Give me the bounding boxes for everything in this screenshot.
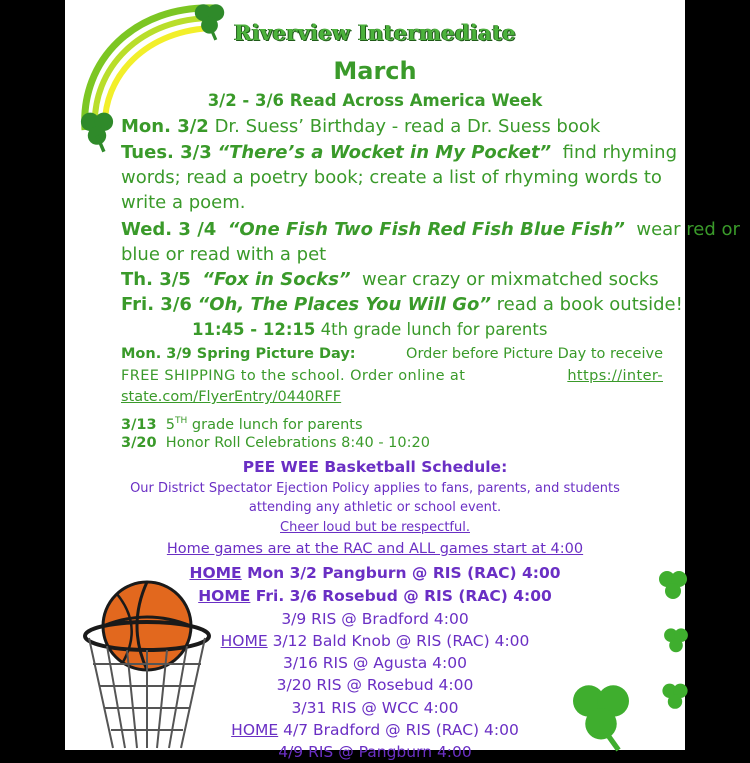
order-link-continued[interactable]: state.com/FlyerEntry/0440RFF: [121, 389, 342, 405]
school-title: Riverview Intermediate: [234, 20, 516, 45]
event-tue-3-3-line3: write a poem.: [121, 192, 246, 213]
event-thu-3-5: Th. 3/5 “Fox in Socks” wear crazy or mixmatched socks: [121, 269, 659, 290]
schedule-game-5: 3/16 RIS @ Agusta 4:00: [283, 654, 467, 672]
event-wed-3-4: Wed. 3 /4 “One Fish Two Fish Red Fish Blue Fish” wear red or: [121, 219, 740, 240]
shamrock-icon: [657, 678, 693, 718]
month-title: March: [333, 57, 417, 85]
schedule-game-2: HOME Fri. 3/6 Rosebud @ RIS (RAC) 4:00: [198, 587, 552, 605]
event-parent-lunch: 11:45 - 12:15 4th grade lunch for parents: [192, 320, 548, 339]
shamrock-icon: [73, 108, 121, 154]
event-3-13: 3/13 5TH grade lunch for parents: [121, 416, 363, 433]
schedule-game-3: 3/9 RIS @ Bradford 4:00: [281, 610, 469, 628]
event-picture-day-line2: FREE SHIPPING to the school. Order online at https://inter-: [121, 368, 663, 384]
event-wed-3-4-line2: blue or read with a pet: [121, 244, 327, 265]
schedule-game-7: 3/31 RIS @ WCC 4:00: [291, 699, 459, 717]
schedule-game-1: HOME Mon 3/2 Pangburn @ RIS (RAC) 4:00: [189, 564, 561, 582]
event-mon-3-2: Mon. 3/2 Dr. Suess’ Birthday - read a Dr. Suess book: [121, 116, 601, 137]
event-tue-3-3-line2: words; read a poetry book; create a list of rhyming words to: [121, 167, 662, 188]
week-title: 3/2 - 3/6 Read Across America Week: [207, 91, 543, 110]
policy-line-1: Our District Spectator Ejection Policy applies to fans, parents, and students: [130, 481, 620, 496]
home-games-note: Home games are at the RAC and ALL games start at 4:00: [166, 541, 584, 557]
schedule-game-8: HOME 4/7 Bradford @ RIS (RAC) 4:00: [231, 721, 519, 739]
order-link[interactable]: https://inter-: [567, 368, 663, 384]
flyer-page: [65, 0, 740, 761]
shamrock-icon: [653, 565, 693, 609]
event-3-20: 3/20 Honor Roll Celebrations 8:40 - 10:20: [121, 435, 430, 451]
schedule-game-9: 4/9 RIS @ Pangburn 4:00: [278, 743, 472, 761]
cheer-note: Cheer loud but be respectful.: [280, 520, 470, 535]
event-fri-3-6: Fri. 3/6 “Oh, The Places You Will Go” read a book outside!: [121, 294, 683, 315]
shamrock-icon: [659, 620, 693, 664]
shamrock-icon: [565, 680, 637, 750]
event-picture-day: Mon. 3/9 Spring Picture Day: Order before Picture Day to receive: [121, 346, 663, 362]
peewee-title: PEE WEE Basketball Schedule:: [242, 458, 508, 476]
order-link-line2-wrap: [121, 387, 341, 407]
event-tue-3-3: Tues. 3/3 “There’s a Wocket in My Pocket” find rhyming: [121, 142, 678, 163]
schedule-game-4: HOME 3/12 Bald Knob @ RIS (RAC) 4:00: [220, 632, 530, 650]
schedule-game-6: 3/20 RIS @ Rosebud 4:00: [276, 676, 474, 694]
policy-line-2: attending any athletic or school event.: [248, 500, 502, 515]
basketball-hoop-icon: [83, 578, 211, 750]
